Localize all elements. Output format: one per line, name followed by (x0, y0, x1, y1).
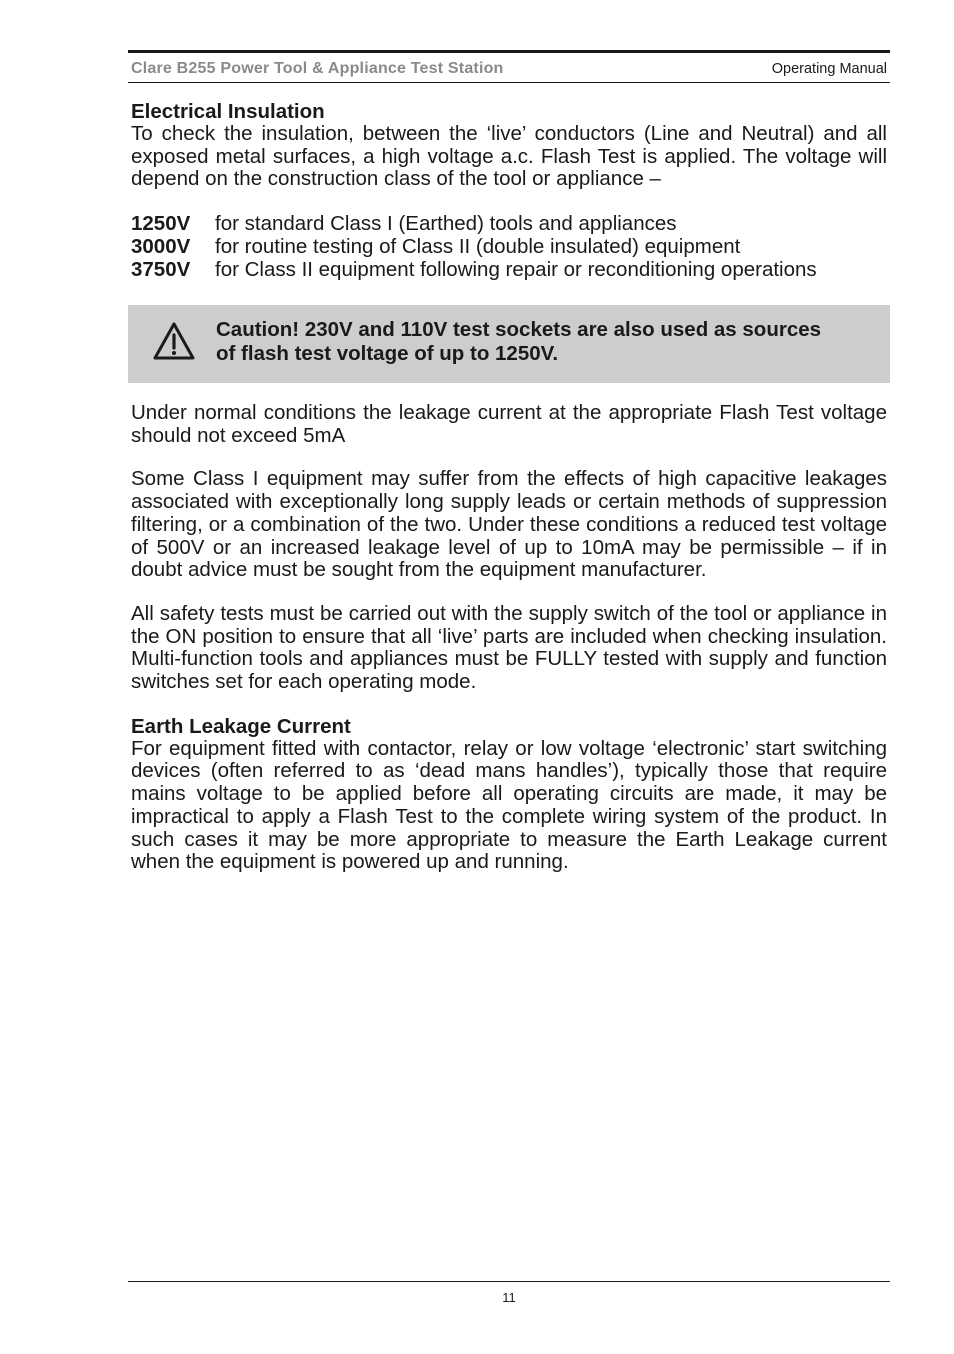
voltage-list (131, 213, 887, 281)
earth-leakage-paragraph: For equipment fitted with contactor, relay or low voltage ‘electronic’ start switching devices (often referred to as ‘dead mans handles’), typically those that require mains voltage to be applied before all operating circuits are made, it may be impractical to apply a Flash Test to the complete wiring system of the product. In such cases it may be more appropriate to measure the Earth Leakage current when the equipment is powered up and running. (131, 736, 887, 874)
caution-box (128, 305, 890, 383)
voltage-value: 1250V (131, 212, 191, 236)
document-title: Clare B255 Power Tool & Appliance Test Station (131, 60, 504, 77)
voltage-row (131, 259, 887, 282)
voltage-description: for routine testing of Class II (double insulated) equipment (215, 234, 741, 258)
document-type: Operating Manual (771, 61, 887, 77)
voltage-value: 3750V (131, 257, 191, 281)
page-footer (128, 1281, 890, 1305)
insulation-intro-paragraph: To check the insulation, between the ‘live’ conductors (Line and Neutral) and all exposed metal surfaces, a high voltage a.c. Flash Test is applied. The voltage will depend on the construction class of the tool or appliance – (131, 122, 887, 191)
section-heading-earth-leakage: Earth Leakage Current (131, 714, 351, 738)
caution-line-1: Caution! 230V and 110V test sockets are also used as sources (216, 318, 822, 341)
page-number: 11 (502, 1290, 516, 1305)
capacitive-leakage-paragraph: Some Class I equipment may suffer from the effects of high capacitive leakages associated with exceptionally long supply leads or certain methods of suppression filtering, or a combination of the two. Under these conditions a reduced test voltage of 500V or an increased leakage level of up to 10mA may be permissible – if in doubt advice must be sought from the equipment manufacturer. (131, 467, 887, 582)
leakage-limit-paragraph: Under normal conditions the leakage current at the appropriate Flash Test voltage should not exceed 5mA (131, 401, 887, 447)
voltage-row (131, 236, 887, 259)
caution-text (216, 318, 876, 365)
warning-triangle-icon (152, 321, 196, 361)
page-header (128, 50, 890, 83)
caution-line-2: of flash test voltage of up to 1250V. (216, 341, 559, 365)
voltage-row (131, 213, 887, 236)
voltage-value: 3000V (131, 234, 191, 258)
main-content (131, 100, 887, 281)
section-heading-electrical-insulation: Electrical Insulation (131, 100, 325, 123)
voltage-description: for standard Class I (Earthed) tools and appliances (215, 212, 677, 236)
body-content (131, 402, 887, 874)
voltage-description: for Class II equipment following repair or reconditioning operations (215, 257, 817, 281)
safety-tests-paragraph: All safety tests must be carried out with the supply switch of the tool or appliance in the ON position to ensure that all ‘live’ parts are included when checking insulation. Multi-function tools and appliances must be FULLY tested with supply and function switches set for each operating mode. (131, 601, 887, 694)
